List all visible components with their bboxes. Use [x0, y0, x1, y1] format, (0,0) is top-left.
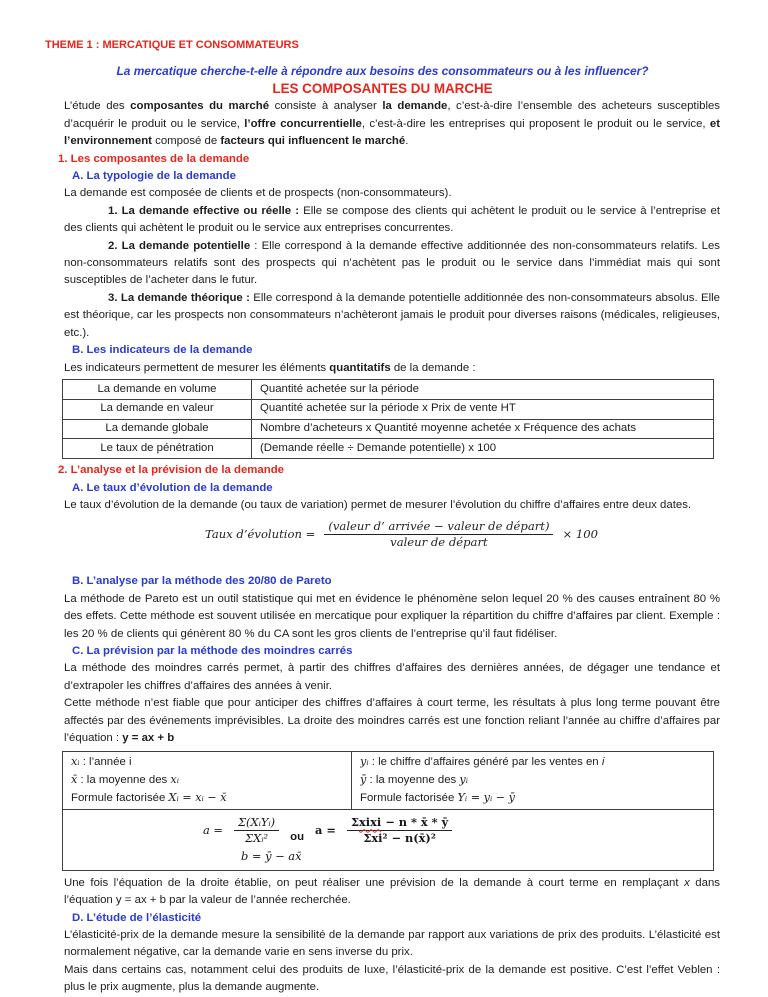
demand-item-potential: 2. La demande potentielle : Elle correspond à la demande effective additionnée des non-consommateurs relatifs. Les non-consommateurs relatifs sont des prospects qui n’achètent pas le produit ou le service dans l’immédiat mais qui sont susceptibles de l’acheter dans le futur. [64, 239, 720, 287]
fraction [324, 519, 553, 550]
fraction-numerator: Σxixi − n * x̄ * ȳ [347, 815, 452, 831]
section-1-heading: 1. Les composantes de la demande [58, 152, 250, 165]
demand-indicators-table [62, 379, 714, 459]
y-mean-line: ȳ : la moyenne des yᵢ [360, 772, 468, 786]
indicator-label: La demande en valeur [63, 399, 252, 419]
formula-multiplier: × 100 [562, 527, 598, 542]
evolution-rate-formula [205, 519, 720, 550]
main-title: LES COMPOSANTES DU MARCHE [272, 81, 493, 97]
section-2-heading: 2. L’analyse et la prévision de la demande [58, 464, 285, 477]
indicator-label: Le taux de pénétration [63, 439, 252, 459]
section-1b-heading: B. Les indicateurs de la demande [72, 344, 253, 357]
evolution-intro: Le taux d’évolution de la demande (ou taux de variation) permet de mesurer l’évolution du chiffre d’affaires entre deux dates. [64, 498, 692, 511]
intercept-formula: b = ȳ − ax̄ [241, 849, 302, 864]
section-2d-heading: D. L’étude de l’élasticité [72, 911, 202, 924]
slope-lhs: a = [203, 822, 223, 837]
y-definitions-cell [352, 751, 714, 809]
table-row [63, 379, 714, 399]
typology-intro: La demande est composée de clients et de prospects (non-consommateurs). [64, 187, 452, 200]
section-2b-heading: B. L’analyse par la méthode des 20/80 de Pareto [72, 575, 332, 588]
elasticity-paragraph-1: L’élasticité-prix de la demande mesure la sensibilité de la demande par rapport aux variations de prix des produits. L’élasticité est normalement négative, car la demande varie en sens inverse du prix. [64, 929, 720, 959]
section-2c-heading: C. La prévision par la méthode des moindres carrés [72, 645, 353, 658]
x-def-line: xᵢ : l’année i [71, 754, 132, 768]
spacer [45, 559, 720, 573]
table-row [63, 439, 714, 459]
section-2a-heading: A. Le taux d’évolution de la demande [72, 481, 273, 494]
least-squares-paragraph-1: La méthode des moindres carrés permet, à partir des chiffres d’affaires des dernières années, de dégager une tendance et d’extrapoler les chiffres d’affaires des années à venir. [64, 662, 720, 692]
theme-heading: THEME 1 : MERCATIQUE ET CONSOMMATEURS [45, 39, 299, 51]
slope-formula-row [203, 815, 713, 846]
y-factored-line: Formule factorisée Yᵢ = yᵢ − ȳ [360, 791, 515, 805]
y-def-line: yᵢ : le chiffre d’affaires généré par les ventes en i [360, 754, 605, 768]
demand-item-effective: 1. La demande effective ou réelle : Elle se compose des clients qui achètent le produit ou le service à l’entreprise et des clients qui achètent le produit ou le service aux entreprises concurrentes. [64, 204, 720, 235]
elasticity-paragraph-2: Mais dans certains cas, notamment celui des produits de luxe, l’élasticité-prix de la demande est positive. C’est l’effet Veblen : plus le prix augmente, plus la demande augmente. [64, 963, 720, 994]
indicator-formula: Quantité achetée sur la période x Prix de vente HT [252, 399, 714, 419]
indicators-intro: Les indicateurs permettent de mesurer les éléments quantitatifs de la demande : [64, 361, 476, 374]
research-question: La mercatique cherche-t-elle à répondre aux besoins des consommateurs ou à les influencer? [116, 64, 649, 79]
or-label: ou [290, 830, 305, 843]
indicator-label: La demande globale [63, 419, 252, 439]
table-row [63, 419, 714, 439]
indicator-formula: (Demande réelle ÷ Demande potentielle) x 100 [252, 439, 714, 459]
fraction-denominator: ΣXᵢ² [245, 830, 269, 845]
fraction-numerator: Σ(XᵢYᵢ) [234, 815, 279, 831]
section-1a-heading: A. La typologie de la demande [72, 170, 236, 183]
fraction-denominator: valeur de départ [390, 535, 488, 550]
pareto-paragraph: La méthode de Pareto est un outil statistique qui met en évidence le phénomène selon lequel 20 % des causes entraînent 80 % des effets. Cette méthode est souvent utilisée en mercatique pour expliquer la répartition du chiffre d’affaires par client. Exemple : les 20 % de clients qui génèrent 80 % du CA sont les gros clients de l’entreprise qu’il faut fidéliser. [64, 592, 720, 640]
after-table-paragraph: Une fois l’équation de la droite établie, on peut réaliser une prévision de la demande à court terme en remplaçant x dans l’équation y = ax + b par la valeur de l’année recherchée. [64, 876, 720, 907]
indicator-formula: Quantité achetée sur la période [252, 379, 714, 399]
table-row [63, 399, 714, 419]
intro-paragraph: L’étude des composantes du marché consiste à analyser la demande, c’est-à-dire l’ensemble des acheteurs susceptibles d’acquérir le produit ou le service, l’offre concurrentielle, c’est-à-dire les entreprises qui proposent le produit ou le service, et l’environnement composé de facteurs qui influencent le marché. [64, 100, 721, 148]
least-squares-paragraph-2: Cette méthode n’est fiable que pour anticiper des chiffres d’affaires à court terme, les résultats à plus long terme pouvant être affectés par des événements imprévisibles. La droite des moindres carrés est une fonction reliant l’année au chiffre d’affaires par l’équation : y = ax + b [64, 697, 720, 745]
slope-lhs-alt: a = [315, 822, 336, 837]
fraction [234, 815, 279, 846]
x-factored-line: Formule factorisée Xᵢ = xᵢ − x̄ [71, 791, 227, 805]
fraction-denominator: Σxi² − n(x̄)² [363, 830, 436, 845]
demand-item-theoretical: 3. La demande théorique : Elle correspond à la demande potentielle additionnée des non-consommateurs absolus. Elle est théorique, car les prospects non consommateurs n’achèteront jamais le produit pour diverses raisons (médicales, religieuses, etc.). [64, 291, 720, 339]
fraction-numerator: (valeur d’ arrivée − valeur de départ) [324, 519, 553, 535]
indicator-formula: Nombre d’acheteurs x Quantité moyenne achetée x Fréquence des achats [252, 419, 714, 439]
x-mean-line: x̄ : la moyenne des xᵢ [71, 772, 179, 786]
slope-formula-cell [63, 809, 714, 870]
fraction [347, 815, 452, 846]
indicator-label: La demande en volume [63, 379, 252, 399]
least-squares-table [62, 751, 714, 871]
x-definitions-cell [63, 751, 352, 809]
table-row [63, 809, 714, 870]
formula-lhs: Taux d’évolution = [205, 527, 316, 542]
table-row [63, 751, 714, 809]
